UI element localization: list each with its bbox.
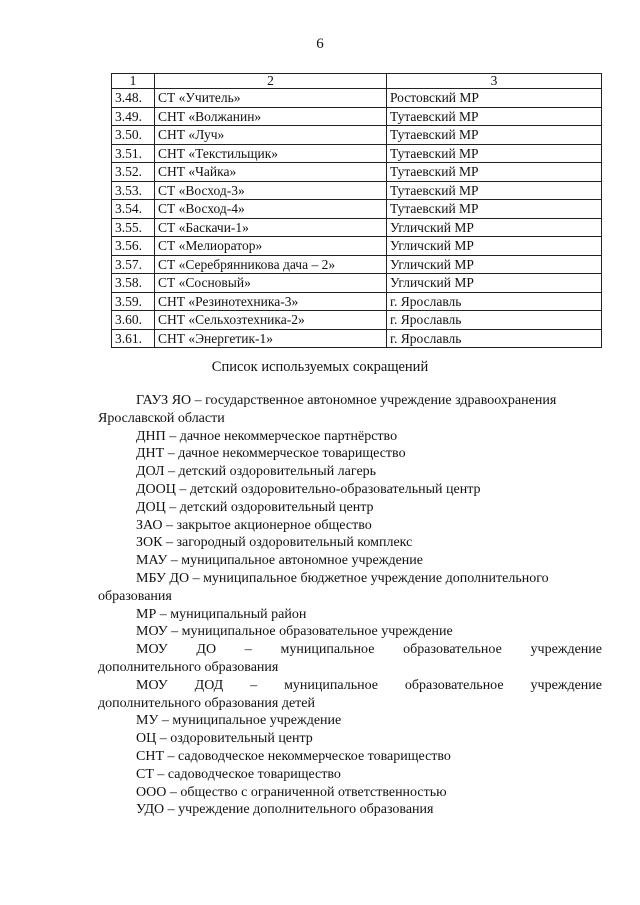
cell-name: СНТ «Энергетик-1» xyxy=(155,329,387,348)
table-row xyxy=(112,89,602,108)
abbreviation-continuation: дополнительного образования xyxy=(98,659,279,675)
page-number: 6 xyxy=(316,36,324,52)
cell-name: СНТ «Резинотехника-3» xyxy=(155,292,387,311)
cell-district: Угличский МР xyxy=(387,255,602,274)
abbreviation-text: ДООЦ – детский оздоровительно-образовательный центр xyxy=(136,481,481,497)
abbreviation-text: ДОЦ – детский оздоровительный центр xyxy=(136,499,374,515)
cell-district: Угличский МР xyxy=(387,274,602,293)
table-header-row xyxy=(112,74,602,89)
cell-name: СНТ «Текстильщик» xyxy=(155,144,387,163)
abbreviation-item xyxy=(98,784,602,802)
table-row xyxy=(112,237,602,256)
abbreviation-item xyxy=(98,641,602,677)
abbreviation-item xyxy=(98,463,602,481)
cell-num: 3.51. xyxy=(112,144,155,163)
cell-district: Ростовский МР xyxy=(387,89,602,108)
table-row xyxy=(112,107,602,126)
cell-district: Тутаевский МР xyxy=(387,181,602,200)
abbreviation-text: МР – муниципальный район xyxy=(136,606,307,622)
table-row xyxy=(112,218,602,237)
cell-name: СТ «Восход-3» xyxy=(155,181,387,200)
abbreviation-item xyxy=(98,517,602,535)
cell-name: СНТ «Сельхозтехника-2» xyxy=(155,311,387,330)
cell-num: 3.50. xyxy=(112,126,155,145)
registry-table xyxy=(111,73,602,348)
abbreviation-item xyxy=(98,712,602,730)
abbreviation-item xyxy=(98,677,602,713)
cell-num: 3.61. xyxy=(112,329,155,348)
abbreviation-item xyxy=(98,801,602,819)
cell-district: Угличский МР xyxy=(387,218,602,237)
cell-district: Тутаевский МР xyxy=(387,126,602,145)
cell-num: 3.48. xyxy=(112,89,155,108)
abbreviation-text: ДНТ – дачное некоммерческое товарищество xyxy=(136,446,406,462)
cell-district: Угличский МР xyxy=(387,237,602,256)
cell-num: 3.49. xyxy=(112,107,155,126)
abbreviation-item xyxy=(98,499,602,517)
abbreviation-item xyxy=(98,392,602,428)
abbreviation-item xyxy=(98,481,602,499)
cell-name: СНТ «Волжанин» xyxy=(155,107,387,126)
abbreviation-item xyxy=(98,623,602,641)
abbreviation-item xyxy=(98,428,602,446)
abbreviations-title: Список используемых сокращений xyxy=(211,359,429,375)
abbreviation-item xyxy=(98,730,602,748)
column-header: 1 xyxy=(112,74,155,89)
abbreviation-text: МБУ ДО – муниципальное бюджетное учреждение дополнительного xyxy=(136,570,549,586)
cell-name: СТ «Серебрянникова дача – 2» xyxy=(155,255,387,274)
abbreviation-item xyxy=(98,570,602,606)
cell-name: СТ «Учитель» xyxy=(155,89,387,108)
cell-district: Тутаевский МР xyxy=(387,163,602,182)
abbreviation-text: МОУ ДО – муниципальное образовательное учреждение xyxy=(136,642,602,658)
cell-num: 3.59. xyxy=(112,292,155,311)
cell-num: 3.55. xyxy=(112,218,155,237)
cell-name: СНТ «Луч» xyxy=(155,126,387,145)
column-header: 3 xyxy=(387,74,602,89)
abbreviation-text: МОУ – муниципальное образовательное учреждение xyxy=(136,624,453,640)
abbreviation-item xyxy=(98,748,602,766)
cell-name: СТ «Баскачи-1» xyxy=(155,218,387,237)
cell-district: Тутаевский МР xyxy=(387,107,602,126)
cell-num: 3.60. xyxy=(112,311,155,330)
cell-num: 3.52. xyxy=(112,163,155,182)
cell-num: 3.58. xyxy=(112,274,155,293)
abbreviation-text: ЗАО – закрытое акционерное общество xyxy=(136,517,372,533)
cell-name: СТ «Восход-4» xyxy=(155,200,387,219)
table-row xyxy=(112,181,602,200)
abbreviation-text: ООО – общество с ограниченной ответственностью xyxy=(136,784,447,800)
abbreviation-text: ЗОК – загородный оздоровительный комплекс xyxy=(136,535,413,551)
cell-num: 3.54. xyxy=(112,200,155,219)
abbreviation-item xyxy=(98,445,602,463)
abbreviation-text: ГАУЗ ЯО – государственное автономное учреждение здравоохранения xyxy=(136,393,557,408)
table-row xyxy=(112,144,602,163)
abbreviations-list xyxy=(98,392,602,819)
cell-district: г. Ярославль xyxy=(387,329,602,348)
cell-name: СТ «Сосновый» xyxy=(155,274,387,293)
abbreviation-continuation: образования xyxy=(98,588,172,604)
abbreviation-text: ОЦ – оздоровительный центр xyxy=(136,731,313,747)
cell-num: 3.56. xyxy=(112,237,155,256)
cell-name: СТ «Мелиоратор» xyxy=(155,237,387,256)
table-row xyxy=(112,163,602,182)
table-row xyxy=(112,329,602,348)
abbreviation-text: СТ – садоводческое товарищество xyxy=(136,766,341,782)
abbreviation-continuation: Ярославской области xyxy=(98,410,225,426)
cell-num: 3.53. xyxy=(112,181,155,200)
table-row xyxy=(112,274,602,293)
abbreviation-text: ДОЛ – детский оздоровительный лагерь xyxy=(136,464,377,480)
abbreviation-text: ДНП – дачное некоммерческое партнёрство xyxy=(136,428,398,444)
abbreviation-text: МОУ ДОД – муниципальное образовательное учреждение xyxy=(136,677,602,693)
abbreviation-item xyxy=(98,534,602,552)
abbreviation-text: МАУ – муниципальное автономное учреждение xyxy=(136,553,423,569)
cell-name: СНТ «Чайка» xyxy=(155,163,387,182)
abbreviation-text: УДО – учреждение дополнительного образования xyxy=(136,802,434,818)
column-header: 2 xyxy=(155,74,387,89)
table-row xyxy=(112,255,602,274)
abbreviation-item xyxy=(98,766,602,784)
table-row xyxy=(112,200,602,219)
table-row xyxy=(112,292,602,311)
cell-district: г. Ярославль xyxy=(387,311,602,330)
abbreviation-item xyxy=(98,606,602,624)
cell-num: 3.57. xyxy=(112,255,155,274)
abbreviation-text: МУ – муниципальное учреждение xyxy=(136,713,342,729)
table-row xyxy=(112,311,602,330)
abbreviation-continuation: дополнительного образования детей xyxy=(98,695,315,711)
cell-district: Тутаевский МР xyxy=(387,144,602,163)
cell-district: Тутаевский МР xyxy=(387,200,602,219)
cell-district: г. Ярославль xyxy=(387,292,602,311)
table-row xyxy=(112,126,602,145)
abbreviation-text: СНТ – садоводческое некоммерческое товарищество xyxy=(136,748,451,764)
table-body xyxy=(112,89,602,348)
abbreviation-item xyxy=(98,552,602,570)
